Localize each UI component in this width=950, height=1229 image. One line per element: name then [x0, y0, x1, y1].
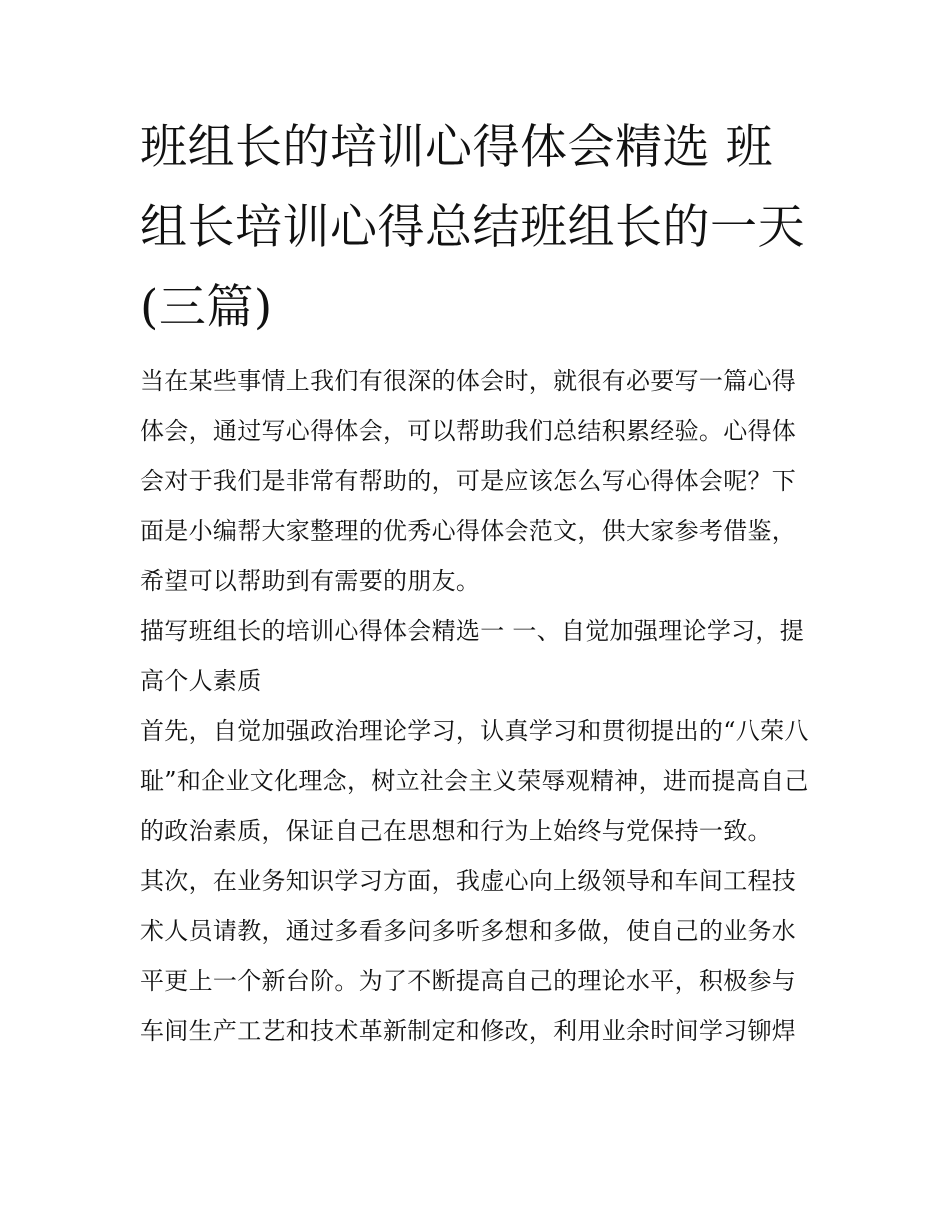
intro-paragraph: 当在某些事情上我们有很深的体会时，就很有必要写一篇心得体会，通过写心得体会，可以帮助我们总结积累经验。心得体会对于我们是非常有帮助的，可是应该怎么写心得体会呢？下面是小编帮大家整理的优秀心得体会范文，供大家参考借鉴，希望可以帮助到有需要的朋友。	[140, 367, 797, 595]
document-title: 班组长的培训心得体会精选 班组长培训心得总结班组长的一天(三篇)	[140, 120, 805, 335]
body-paragraph: 其次，在业务知识学习方面，我虚心向上级领导和车间工程技术人员请教，通过多看多问多听多想和多做，使自己的业务水平更上一个新台阶。为了不断提高自己的理论水平，积极参与车间生产工艺和技术革新制定和修改，利用业余时间学习铆焊	[140, 867, 797, 1045]
body-paragraph: 首先，自觉加强政治理论学习，认真学习和贯彻提出的“八荣八耻”和企业文化理念，树立社会主义荣辱观精神，进而提高自己的政治素质，保证自己在思想和行为上始终与党保持一致。	[140, 717, 809, 845]
document-body	[140, 108, 812, 1056]
section-heading: 描写班组长的培训心得体会精选一 一、自觉加强理论学习，提高个人素质	[140, 617, 805, 695]
